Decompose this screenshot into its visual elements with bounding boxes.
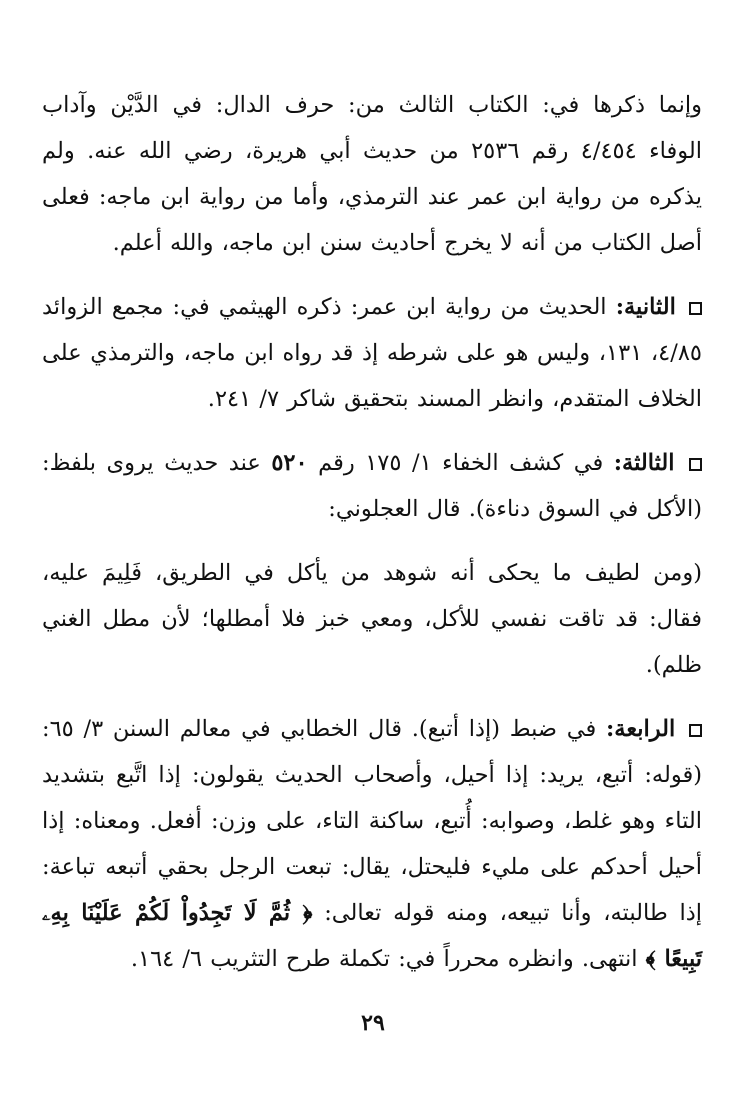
paragraph-3-number: ٥٢٠ xyxy=(271,450,308,476)
paragraph-2-text: الحديث من رواية ابن عمر: ذكره الهيثمي في: مجمع الزوائد ٤/٨٥، ١٣١، وليس هو على شرطه إذ قد رواه ابن ماجه، والترمذي على الخلاف المتقدم، وانظر المسند بتحقيق شاكر ٧/ ٢٤١. xyxy=(42,294,702,412)
paragraph-1-text: وإنما ذكرها في: الكتاب الثالث من: حرف الدال: في الدَّيْن وآداب الوفاء ٤/٤٥٤ رقم ٢٥٣٦ من حديث أبي هريرة، رضي الله عنه. ولم يذكره من رواية ابن عمر عند الترمذي، وأما من رواية ابن ماجه: فعلى أصل الكتاب من أنه لا يخرج أحاديث سنن ابن ماجه، والله أعلم. xyxy=(42,92,703,256)
paragraph-3-text-b: عند حديث يروى بلفظ: (الأكل في السوق دناءة). قال العجلوني: xyxy=(42,450,702,522)
paragraph-4-quote xyxy=(42,550,702,688)
paragraph-3-text-a: في كشف الخفاء ١/ ١٧٥ رقم xyxy=(307,450,604,476)
paragraph-2-lead: الثانية: xyxy=(615,294,676,320)
paragraph-5-text-b: انتهى. وانظره محرراً في: تكملة طرح التثريب ٦/ ١٦٤. xyxy=(130,946,638,972)
paragraph-5-lead: الرابعة: xyxy=(606,716,676,742)
paragraph-3 xyxy=(42,440,702,532)
page-number: ٢٩ xyxy=(361,1010,385,1036)
paragraph-5 xyxy=(42,706,702,982)
paragraph-4-text: (ومن لطيف ما يحكى أنه شوهد من يأكل في الطريق، فَلِيمَ عليه، فقال: قد تاقت نفسي للأكل، ومعي خبز فلا أمطلها؛ لأن مطل الغني ظلم). xyxy=(42,560,702,678)
paragraph-1 xyxy=(42,82,702,266)
checkbox-icon xyxy=(689,302,702,315)
page-body xyxy=(42,82,702,1000)
checkbox-icon xyxy=(689,458,702,471)
paragraph-5-text-a: في ضبط (إذا أتبع). قال الخطابي في معالم السنن ٣/ ٦٥: (قوله: أتبع، يريد: إذا أحيل، وأصحاب الحديث يقولون: إذا اتَّبع بتشديد التاء وهو غلط، وصوابه: أُتبع، ساكنة التاء، على وزن: أفعل. ومعناه: إذا أحيل أحدكم على مليء فليحتل، يقال: تبعت الرجل بحقي أتبعه تباعة: إذا طالبته، وأنا تبيعه، ومنه قوله تعالى: xyxy=(42,716,702,926)
checkbox-icon xyxy=(689,724,702,737)
paragraph-2 xyxy=(42,284,702,422)
paragraph-3-lead: الثالثة: xyxy=(613,450,675,476)
quran-verse: ﴿ ثُمَّ لَا تَجِدُواْ لَكُمْ عَلَيْنَا بِهِۦ تَبِيعًا ﴾ xyxy=(42,900,702,972)
